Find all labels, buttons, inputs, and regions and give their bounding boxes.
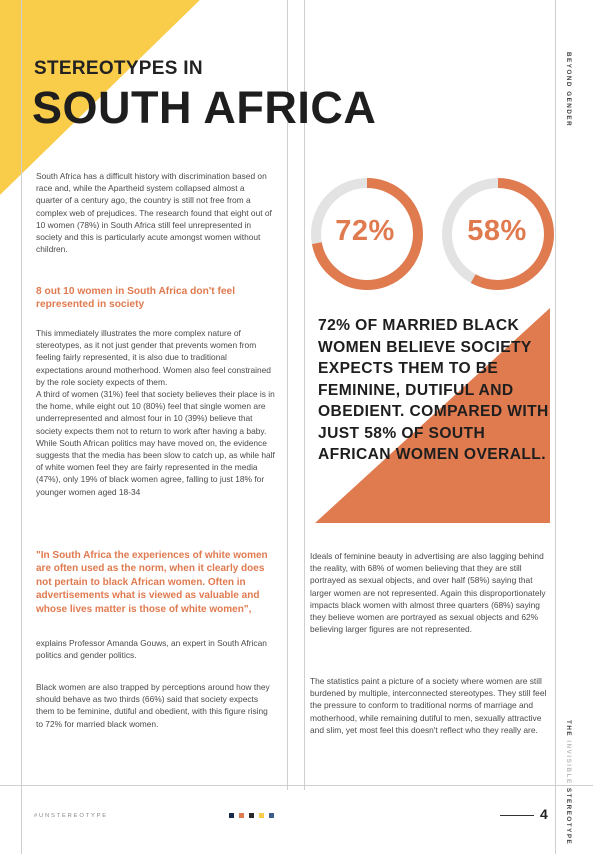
subheading: 8 out 10 women in South Africa don't feel represented in society	[36, 286, 236, 310]
title-small: STEREOTYPES IN	[34, 58, 203, 79]
left-para-2: A third of women (31%) feel that society believes their place is in the home, while eight out 10 (80%) feel that single women are underrepresented and almost four in 10 (39%) believe that society expects them not to return to work after having a baby. While South African politics may have moved on, the evidence suggests that the media has been slow to catch up, as while half of white women feel they are fairly represented in the media (47%), only 19% of black women agree, falling to just 18% for younger women aged 18-34	[36, 389, 275, 497]
page-number-rule	[500, 815, 534, 816]
bottom-rule	[0, 785, 593, 786]
stat-label-72: 72%	[335, 215, 395, 247]
left-margin-rule	[21, 0, 22, 854]
stat-label-58: 58%	[467, 215, 527, 247]
left-para-3: Black women are also trapped by perceptions around how they should behave as two thirds (66%) said that society expects them to be feminine, dutiful and obedient, with this figure rising to 72% for married black women.	[36, 682, 270, 729]
color-swatch	[269, 813, 274, 818]
footer-hashtag: #UNSTEREOTYPE	[34, 813, 108, 819]
color-swatch	[239, 813, 244, 818]
left-body	[36, 327, 276, 506]
page-title: SOUTH AFRICA	[32, 82, 377, 133]
left-para-1: This immediately illustrates the more complex nature of stereotypes, as it not just gender that prevents women from feeling fairly represented, it is also due to traditional expectations around motherhood. Women also feel constrained by the role society expects of them.	[36, 328, 271, 387]
color-swatch	[259, 813, 264, 818]
intro-paragraph: South Africa has a difficult history with discrimination based on race and, while the Apartheid system collapsed almost a quarter of a century ago, the country is still not free from a complex web of prejudices. The research found that eight out of 10 women (78%) in South Africa still feel unrepresented in society and this is particularly acute amongst women without children.	[36, 171, 272, 255]
attribution: explains Professor Amanda Gouws, an expert in South African politics and gender politics.	[36, 638, 267, 661]
right-para-1: Ideals of feminine beauty in advertising are also lagging behind the reality, with 68% of women believing that they are still portrayed as sexual objects, and over half (58%) saying that larger women are not represented. Again this disproportionately impacts black women with almost three quarters (68%) saying they believe women are portrayed as sexual objects and 62% believing larger figures are not represented.	[310, 551, 546, 635]
callout-statement: 72% OF MARRIED BLACK WOMEN BELIEVE SOCIETY EXPECTS THEM TO BE FEMININE, DUTIFUL AND OBEDIENT. COMPARED WITH JUST 58% OF SOUTH AFRICAN WOMEN OVERALL.	[318, 317, 549, 463]
side-label-beyond-gender: BEYOND GENDER	[565, 52, 572, 128]
pull-quote: "In South Africa the experiences of white women are often used as the norm, when it clearly does not pertain to black African women. Often in advertisements what is viewed as valuable and whose lives matter is those of white women",	[36, 550, 268, 615]
side-label-invisible-stereotype: THE INVISIBLE STEREOTYPE	[565, 720, 572, 846]
page-number: 4	[540, 806, 548, 822]
right-para-2: The statistics paint a picture of a society where women are still burdened by multiple, interconnected stereotypes. They still feel the pressure to conform to traditional norms of marriage and motherhood, while remaining dutiful to men, sexually attractive and slim, yet most feel this doesn't reflect who they really are.	[310, 676, 547, 735]
color-swatch	[249, 813, 254, 818]
color-swatch	[229, 813, 234, 818]
